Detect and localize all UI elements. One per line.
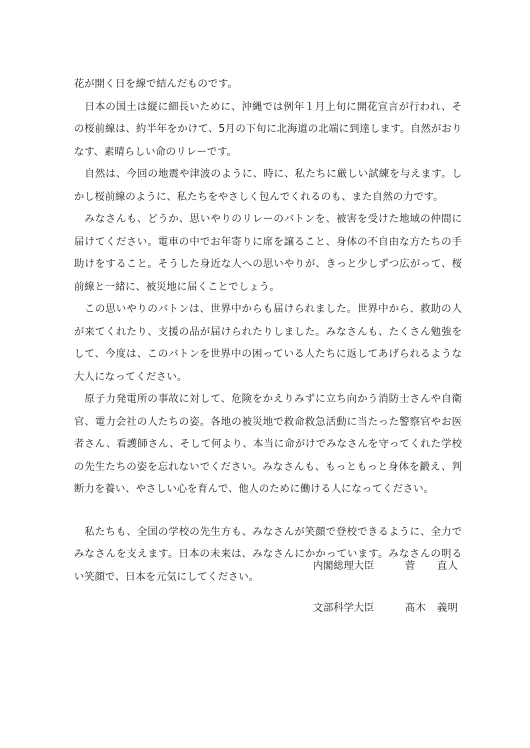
paragraph-0: 花が開く日を線で結んだものです。	[74, 79, 238, 90]
paragraph-3: みなさんも、どうか、思いやりのリレーのバトンを、被害を受けた地域の仲間に届けてください。電車の中でお年寄りに席を譲ること、身体の不自由な方たちの手助けをすること。そうした身近な人への思いやりが、きっと少しずつ広がって、桜前線と一緒に、被災地に届くことでしょう。	[74, 214, 462, 293]
paragraph-5: 原子力発電所の事故に対して、危険をかえりみずに立ち向かう消防士さんや自衛官、電力会社の人たちの姿。各地の被災地で救命救急活動に当たった警察官やお医者さん、看護師さん、そして何より、本当に命がけでみなさんを守ってくれた学校の先生たちの姿を忘れないでください。みなさんも、もっともっと身体を鍛え、判断力を養い、やさしい心を育んで、他人のために働ける人になってください。	[74, 394, 462, 495]
signature-role: 文部科学大臣	[313, 603, 375, 614]
signature-education-minister	[313, 599, 458, 614]
paragraph-1: 日本の国土は縦に細長いために、沖縄では例年１月上旬に開花宣言が行われ、その桜前線は、約半年をかけて、5月の下旬に北海道の北端に到達します。自然がおりなす、素晴らしい命のリレーです。	[74, 101, 462, 158]
letter-body	[74, 74, 462, 589]
signature-name: 髙木 義明	[405, 603, 459, 614]
signature-prime-minister	[313, 557, 458, 572]
signature-name: 菅 直人	[405, 561, 459, 572]
paragraph-4: この思いやりのバトンは、世界中からも届けられました。世界中から、救助の人が来てくれたり、支援の品が届けられたりしました。みなさんも、たくさん勉強をして、今度は、このバトンを世界中の困っている人たちに返してあげられるような大人になってください。	[74, 304, 462, 383]
signature-role: 内閣総理大臣	[313, 561, 375, 572]
paragraph-2: 自然は、今回の地震や津波のように、時に、私たちに厳しい試練を与えます。しかし桜前線のように、私たちをやさしく包んでくれるのも、また自然の力です。	[74, 169, 462, 203]
paragraph-6: 私たちも、全国の学校の先生方も、みなさんが笑顔で登校できるように、全力でみなさんを支えます。日本の未来は、みなさんにかかっています。みなさんの明るい笑顔で、日本を元気にしてください。	[74, 526, 462, 583]
